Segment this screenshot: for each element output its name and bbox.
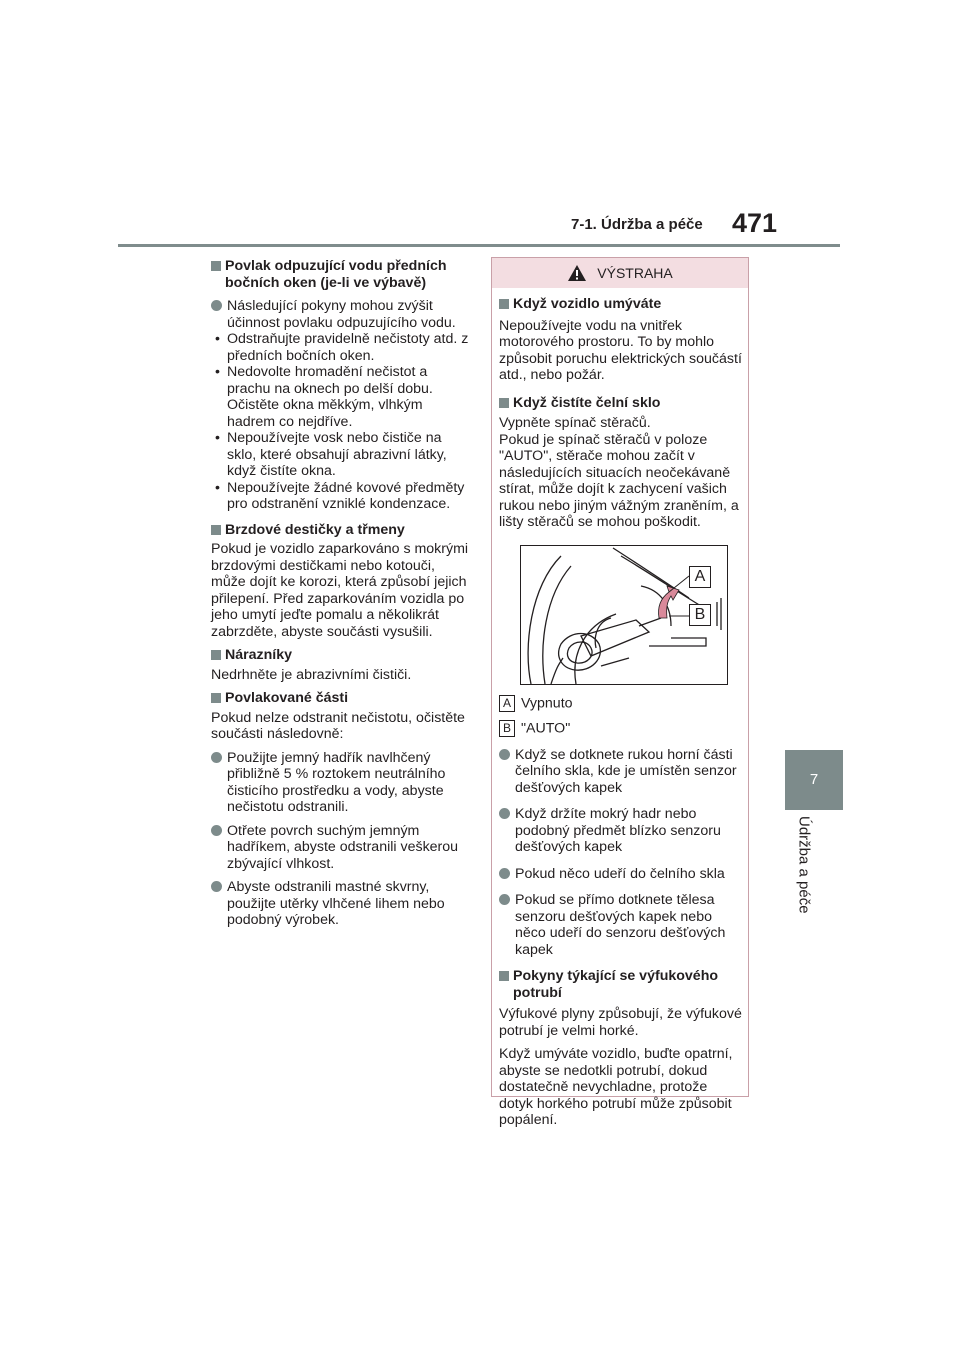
callout-b: B bbox=[689, 604, 711, 626]
left-column bbox=[211, 258, 469, 936]
windshield-text-2: Pokud je spínač stěračů v poloze "AUTO", stěrače mohou začít v následujících situacích neočekávaně stírat, může dojít k zachycení vašich rukou nebo jiným vážným zraněním, a lišty stěračů se mohou poškodit. bbox=[499, 431, 739, 530]
warning-triangle-icon bbox=[567, 264, 587, 282]
legend-b bbox=[499, 720, 742, 737]
chapter-label: Údržba a péče bbox=[795, 816, 813, 914]
warning-header bbox=[492, 258, 748, 288]
list-item: Když držíte mokrý hadr nebo podobný předmět blízko senzoru dešťových kapek bbox=[499, 806, 742, 856]
page-number: 471 bbox=[732, 208, 778, 238]
bullet-coating: Následující pokyny mohou zvýšit účinnost povlaku odpuzujícího vodu. bbox=[211, 298, 469, 331]
warning-title: VÝSTRAHA bbox=[597, 265, 673, 281]
chapter-side-label bbox=[774, 816, 834, 936]
warning-box bbox=[491, 257, 749, 1128]
wiper-switch-illustration bbox=[520, 545, 728, 685]
section-title: 7-1. Údržba a péče bbox=[571, 216, 703, 233]
washing-text: Nepoužívejte vodu na vnitřek motorového prostoru. To by mohlo způsobit poruchu elektrických součástí atd., nebo požár. bbox=[499, 317, 742, 383]
chapter-tab: 7 bbox=[785, 750, 843, 810]
callout-a: A bbox=[689, 566, 711, 588]
list-item: • Odstraňujte pravidelně nečistoty atd. z předních bočních oken. bbox=[211, 331, 469, 364]
legend-b-text: "AUTO" bbox=[521, 719, 571, 736]
list-item: Pokud něco udeří do čelního skla bbox=[499, 866, 742, 883]
exhaust-text-1: Výfukové plyny způsobují, že výfukové potrubí je velmi horké. bbox=[499, 1006, 742, 1039]
header-rule bbox=[118, 244, 840, 247]
heading-window-coating: Povlak odpuzující vodu předních bočních oken (je-li ve výbavě) bbox=[211, 258, 469, 291]
heading-bumpers: Nárazníky bbox=[211, 647, 469, 664]
heading-windshield: Když čistíte čelní sklo bbox=[499, 395, 742, 412]
list-item: Abyste odstranili mastné skvrny, použijte utěrky vlhčené lihem nebo podobný výrobek. bbox=[211, 879, 469, 929]
brakes-text: Pokud je vozidlo zaparkováno s mokrými brzdovými destičkami nebo kotouči, může dojít ke korozi, která způsobí jejich přilepení. Před zaparkováním vozidla po jeho umytí jeďte pomalu a několikrát zabrzděte, abyste součásti vysušili. bbox=[211, 541, 469, 640]
heading-brakes: Brzdové destičky a třmeny bbox=[211, 522, 469, 539]
coated-parts-text: Pokud nelze odstranit nečistotu, očistěte součásti následovně: bbox=[211, 709, 465, 742]
heading-washing: Když vozidlo umýváte bbox=[499, 296, 742, 313]
legend-a bbox=[499, 695, 742, 712]
list-item: Použijte jemný hadřík navlhčený přibližně 5 % roztokem neutrálního čisticího prostředku a vody, abyste nečistotu odstranili. bbox=[211, 750, 469, 816]
list-item: Otřete povrch suchým jemným hadříkem, abyste odstranili veškerou zbývající vlhkost. bbox=[211, 823, 469, 873]
list-item: • Nepoužívejte žádné kovové předměty pro odstranění vzniklé kondenzace. bbox=[211, 480, 469, 513]
list-item: • Nedovolte hromadění nečistot a prachu na oknech po delší dobu. Očistěte okna měkkým, vlhkým hadrem co nejdříve. bbox=[211, 364, 469, 430]
legend-a-text: Vypnuto bbox=[521, 694, 573, 711]
exhaust-text-2: Když umýváte vozidlo, buďte opatrní, abyste se nedotkli potrubí, dokud dostatečně nevychladne, protože dotyk horkého potrubí může způsobit popálení. bbox=[499, 1046, 733, 1128]
list-item: • Nepoužívejte vosk nebo čističe na sklo, které obsahují abrazivní látky, když čistíte okna. bbox=[211, 430, 469, 480]
windshield-text-1: Vypněte spínač stěračů. bbox=[499, 415, 651, 431]
bumpers-text: Nedrhněte je abrazivními čističi. bbox=[211, 666, 412, 683]
list-item: Když se dotknete rukou horní části čelního skla, kde je umístěn senzor dešťových kapek bbox=[499, 747, 742, 797]
heading-exhaust: Pokyny týkající se výfukového potrubí bbox=[499, 968, 742, 1001]
list-item: Pokud se přímo dotknete tělesa senzoru dešťových kapek nebo něco udeří do senzoru dešťových kapek bbox=[499, 892, 742, 958]
legend-a-key: A bbox=[499, 695, 515, 712]
heading-coated-parts: Povlakované části bbox=[211, 690, 469, 707]
legend-b-key: B bbox=[499, 720, 515, 737]
warning-body bbox=[492, 288, 748, 1129]
